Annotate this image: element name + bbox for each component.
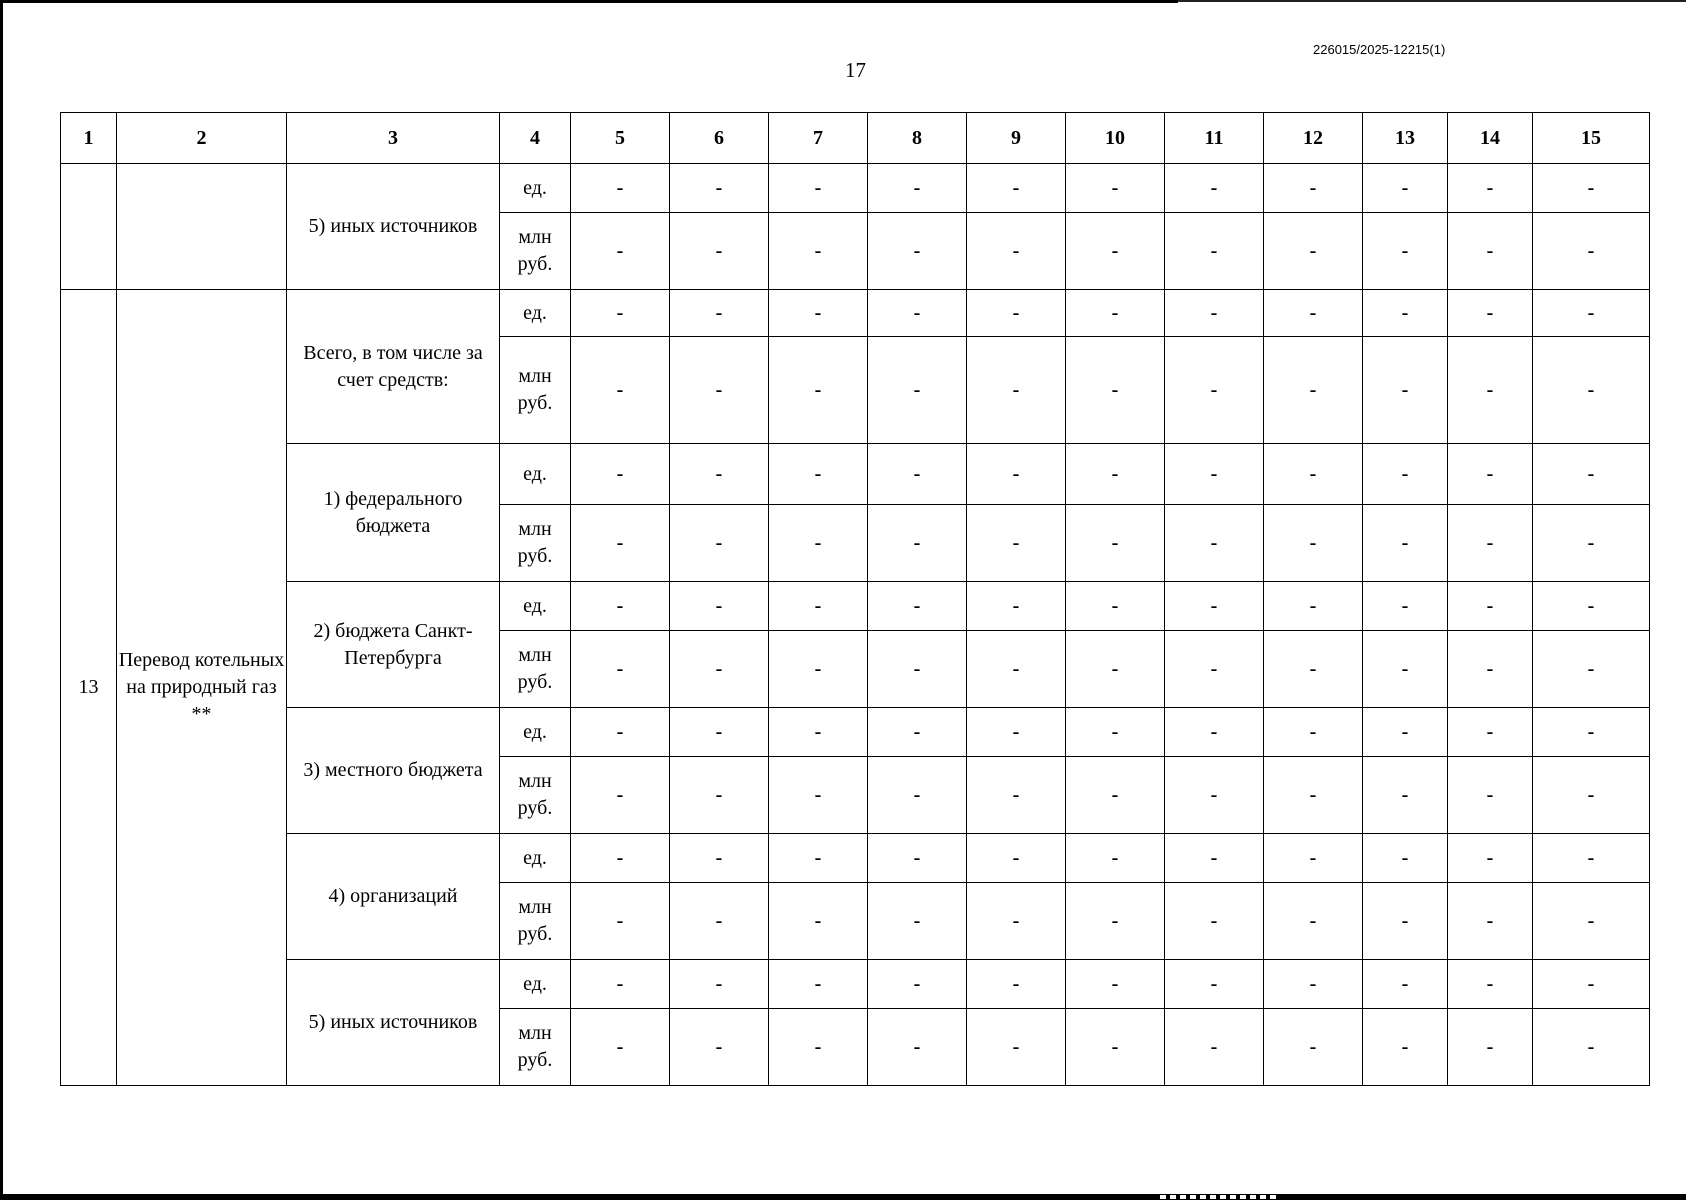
- source-cell: 4) организаций: [287, 834, 500, 960]
- value-cell: -: [1533, 883, 1650, 960]
- value-cell: -: [1363, 582, 1448, 631]
- value-cell: -: [769, 883, 868, 960]
- unit-cell: млн руб.: [500, 337, 571, 444]
- value-cell: -: [967, 164, 1066, 213]
- value-cell: -: [1363, 213, 1448, 290]
- value-cell: -: [1363, 1009, 1448, 1086]
- value-cell: -: [868, 290, 967, 337]
- header-cell: 12: [1264, 113, 1363, 164]
- value-cell: -: [571, 883, 670, 960]
- value-cell: -: [1264, 1009, 1363, 1086]
- value-cell: -: [670, 164, 769, 213]
- value-cell: -: [769, 960, 868, 1009]
- value-cell: -: [571, 337, 670, 444]
- page-border-left: [0, 0, 3, 1200]
- value-cell: -: [1533, 164, 1650, 213]
- value-cell: -: [1363, 505, 1448, 582]
- header-cell: 9: [967, 113, 1066, 164]
- value-cell: -: [769, 444, 868, 505]
- value-cell: -: [1363, 708, 1448, 757]
- value-cell: -: [1165, 1009, 1264, 1086]
- header-cell: 5: [571, 113, 670, 164]
- value-cell: -: [769, 582, 868, 631]
- value-cell: -: [1066, 883, 1165, 960]
- item-number-cell: 13: [61, 290, 117, 1086]
- source-cell: 2) бюджета Санкт-Петербурга: [287, 582, 500, 708]
- value-cell: -: [1165, 960, 1264, 1009]
- unit-cell: ед.: [500, 834, 571, 883]
- header-cell: 11: [1165, 113, 1264, 164]
- header-cell: 4: [500, 113, 571, 164]
- value-cell: -: [1165, 213, 1264, 290]
- value-cell: -: [868, 213, 967, 290]
- value-cell: -: [1533, 960, 1650, 1009]
- value-cell: -: [670, 631, 769, 708]
- value-cell: -: [769, 505, 868, 582]
- value-cell: -: [670, 582, 769, 631]
- value-cell: -: [769, 337, 868, 444]
- value-cell: -: [1448, 444, 1533, 505]
- financing-table: [60, 112, 1650, 1086]
- value-cell: -: [571, 708, 670, 757]
- value-cell: -: [670, 757, 769, 834]
- value-cell: -: [967, 708, 1066, 757]
- value-cell: -: [1363, 444, 1448, 505]
- value-cell: -: [1448, 290, 1533, 337]
- source-cell: Всего, в том числе за счет средств:: [287, 290, 500, 444]
- value-cell: -: [868, 883, 967, 960]
- value-cell: -: [1066, 444, 1165, 505]
- value-cell: -: [1533, 1009, 1650, 1086]
- value-cell: -: [1363, 883, 1448, 960]
- value-cell: -: [967, 960, 1066, 1009]
- value-cell: -: [1264, 337, 1363, 444]
- value-cell: -: [1066, 582, 1165, 631]
- value-cell: -: [1066, 708, 1165, 757]
- value-cell: -: [967, 883, 1066, 960]
- value-cell: -: [571, 960, 670, 1009]
- header-cell: 13: [1363, 113, 1448, 164]
- value-cell: -: [571, 164, 670, 213]
- value-cell: -: [868, 337, 967, 444]
- header-cell: 15: [1533, 113, 1650, 164]
- value-cell: -: [571, 505, 670, 582]
- value-cell: -: [1533, 708, 1650, 757]
- value-cell: -: [1363, 834, 1448, 883]
- page-border-bottom: [0, 1194, 1686, 1200]
- value-cell: -: [769, 708, 868, 757]
- value-cell: -: [967, 582, 1066, 631]
- value-cell: -: [571, 834, 670, 883]
- value-cell: -: [1448, 883, 1533, 960]
- value-cell: -: [1448, 834, 1533, 883]
- value-cell: -: [967, 834, 1066, 883]
- value-cell: -: [1165, 883, 1264, 960]
- value-cell: -: [1264, 631, 1363, 708]
- value-cell: -: [670, 337, 769, 444]
- value-cell: -: [670, 708, 769, 757]
- value-cell: -: [1165, 505, 1264, 582]
- value-cell: -: [868, 631, 967, 708]
- value-cell: -: [868, 834, 967, 883]
- value-cell: -: [571, 1009, 670, 1086]
- value-cell: -: [670, 960, 769, 1009]
- value-cell: -: [868, 1009, 967, 1086]
- value-cell: -: [1264, 757, 1363, 834]
- value-cell: -: [670, 883, 769, 960]
- value-cell: -: [1066, 505, 1165, 582]
- value-cell: -: [1533, 290, 1650, 337]
- value-cell: -: [967, 505, 1066, 582]
- value-cell: -: [1533, 337, 1650, 444]
- page-border-top: [0, 0, 1178, 3]
- unit-cell: ед.: [500, 164, 571, 213]
- value-cell: -: [1066, 1009, 1165, 1086]
- value-cell: -: [1264, 582, 1363, 631]
- value-cell: -: [1264, 708, 1363, 757]
- value-cell: -: [670, 290, 769, 337]
- value-cell: -: [1533, 444, 1650, 505]
- value-cell: -: [1533, 582, 1650, 631]
- value-cell: -: [571, 213, 670, 290]
- value-cell: -: [1066, 631, 1165, 708]
- value-cell: -: [1363, 164, 1448, 213]
- value-cell: -: [1533, 631, 1650, 708]
- value-cell: -: [868, 444, 967, 505]
- value-cell: -: [1066, 290, 1165, 337]
- value-cell: -: [1448, 631, 1533, 708]
- value-cell: -: [1165, 757, 1264, 834]
- unit-cell: ед.: [500, 290, 571, 337]
- value-cell: -: [670, 834, 769, 883]
- page-border-bottom-dashes: [1160, 1195, 1280, 1199]
- source-cell: 3) местного бюджета: [287, 708, 500, 834]
- value-cell: -: [1165, 582, 1264, 631]
- value-cell: -: [1363, 960, 1448, 1009]
- header-cell: 7: [769, 113, 868, 164]
- value-cell: -: [1264, 444, 1363, 505]
- header-cell: 8: [868, 113, 967, 164]
- unit-cell: млн руб.: [500, 631, 571, 708]
- value-cell: -: [571, 444, 670, 505]
- value-cell: -: [1533, 834, 1650, 883]
- value-cell: -: [967, 337, 1066, 444]
- value-cell: -: [571, 757, 670, 834]
- header-cell: 2: [117, 113, 287, 164]
- value-cell: -: [1533, 213, 1650, 290]
- value-cell: -: [1066, 960, 1165, 1009]
- value-cell: -: [670, 444, 769, 505]
- value-cell: -: [1165, 337, 1264, 444]
- prev-item-name-cell: [117, 164, 287, 290]
- value-cell: -: [1165, 631, 1264, 708]
- value-cell: -: [1448, 757, 1533, 834]
- value-cell: -: [1165, 708, 1264, 757]
- page-border-top-right: [1178, 0, 1686, 2]
- value-cell: -: [868, 757, 967, 834]
- value-cell: -: [571, 290, 670, 337]
- header-cell: 1: [61, 113, 117, 164]
- value-cell: -: [1066, 757, 1165, 834]
- header-row: [61, 113, 1650, 164]
- document-id: 226015/2025-12215(1): [1313, 42, 1446, 57]
- value-cell: -: [967, 1009, 1066, 1086]
- page-number: 17: [845, 58, 866, 82]
- unit-cell: ед.: [500, 582, 571, 631]
- value-cell: -: [1448, 505, 1533, 582]
- value-cell: -: [1448, 582, 1533, 631]
- prev-item-number-cell: [61, 164, 117, 290]
- value-cell: -: [1448, 708, 1533, 757]
- value-cell: -: [670, 505, 769, 582]
- value-cell: -: [1066, 164, 1165, 213]
- value-cell: -: [1264, 164, 1363, 213]
- value-cell: -: [1363, 631, 1448, 708]
- value-cell: -: [967, 213, 1066, 290]
- value-cell: -: [967, 631, 1066, 708]
- value-cell: -: [769, 757, 868, 834]
- value-cell: -: [769, 834, 868, 883]
- value-cell: -: [1066, 213, 1165, 290]
- value-cell: -: [1264, 505, 1363, 582]
- value-cell: -: [1066, 834, 1165, 883]
- value-cell: -: [1533, 757, 1650, 834]
- value-cell: -: [1448, 164, 1533, 213]
- value-cell: -: [1165, 834, 1264, 883]
- source-cell: 1) федерального бюджета: [287, 444, 500, 582]
- value-cell: -: [967, 290, 1066, 337]
- unit-cell: млн руб.: [500, 213, 571, 290]
- header-cell: 14: [1448, 113, 1533, 164]
- item-name-cell: Перевод котельных на природный газ **: [117, 290, 287, 1086]
- value-cell: -: [1363, 337, 1448, 444]
- header-cell: 3: [287, 113, 500, 164]
- value-cell: -: [1448, 1009, 1533, 1086]
- value-cell: -: [1264, 290, 1363, 337]
- value-cell: -: [1165, 444, 1264, 505]
- value-cell: -: [868, 582, 967, 631]
- value-cell: -: [1264, 834, 1363, 883]
- value-cell: -: [1165, 290, 1264, 337]
- value-cell: -: [967, 444, 1066, 505]
- source-cell: 5) иных источников: [287, 960, 500, 1086]
- value-cell: -: [769, 290, 868, 337]
- unit-cell: млн руб.: [500, 757, 571, 834]
- unit-cell: млн руб.: [500, 505, 571, 582]
- value-cell: -: [670, 213, 769, 290]
- value-cell: -: [1533, 505, 1650, 582]
- value-cell: -: [769, 631, 868, 708]
- value-cell: -: [1165, 164, 1264, 213]
- value-cell: -: [1066, 337, 1165, 444]
- value-cell: -: [1264, 960, 1363, 1009]
- value-cell: -: [1448, 960, 1533, 1009]
- value-cell: -: [769, 164, 868, 213]
- unit-cell: ед.: [500, 444, 571, 505]
- value-cell: -: [769, 213, 868, 290]
- value-cell: -: [1363, 757, 1448, 834]
- value-cell: -: [670, 1009, 769, 1086]
- value-cell: -: [1448, 213, 1533, 290]
- value-cell: -: [868, 960, 967, 1009]
- value-cell: -: [1264, 213, 1363, 290]
- value-cell: -: [1264, 883, 1363, 960]
- value-cell: -: [1448, 337, 1533, 444]
- value-cell: -: [571, 582, 670, 631]
- unit-cell: млн руб.: [500, 883, 571, 960]
- value-cell: -: [967, 757, 1066, 834]
- value-cell: -: [868, 708, 967, 757]
- header-cell: 6: [670, 113, 769, 164]
- unit-cell: ед.: [500, 708, 571, 757]
- value-cell: -: [769, 1009, 868, 1086]
- value-cell: -: [868, 505, 967, 582]
- unit-cell: ед.: [500, 960, 571, 1009]
- header-cell: 10: [1066, 113, 1165, 164]
- value-cell: -: [868, 164, 967, 213]
- value-cell: -: [1363, 290, 1448, 337]
- value-cell: -: [571, 631, 670, 708]
- unit-cell: млн руб.: [500, 1009, 571, 1086]
- source-cell: 5) иных источников: [287, 164, 500, 290]
